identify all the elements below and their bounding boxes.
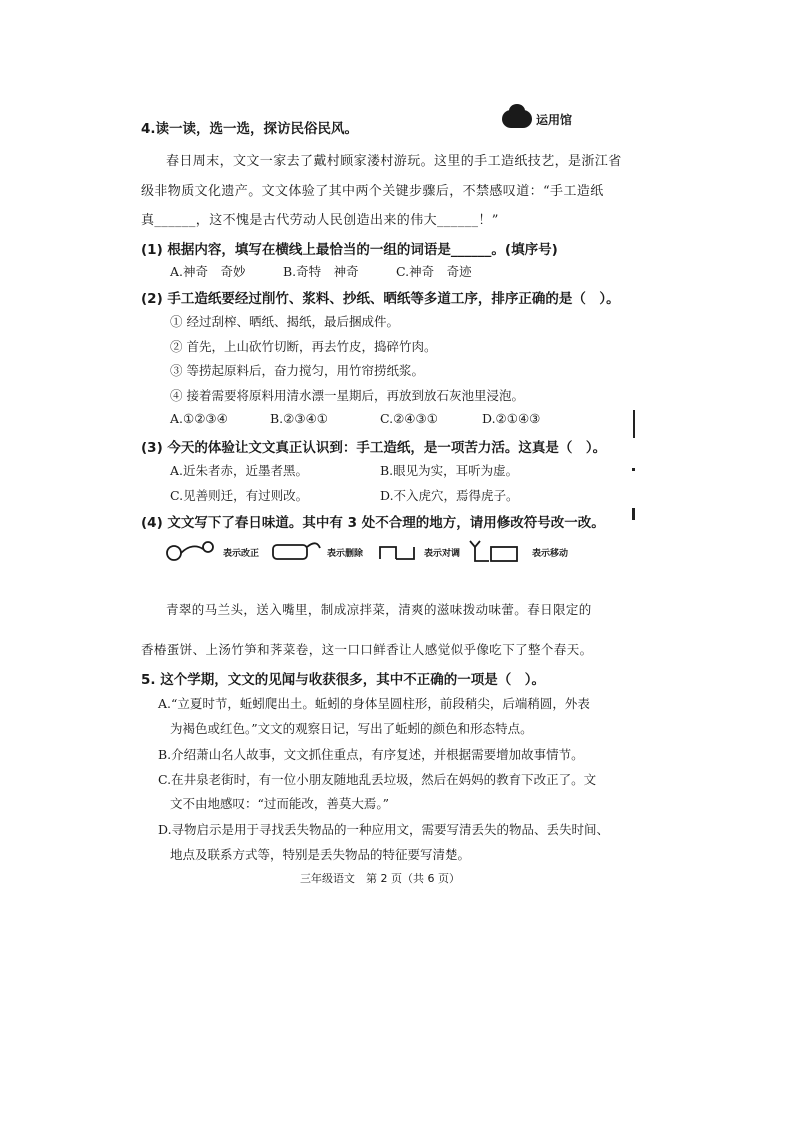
q4-sub2-option-a: A.①②③④ [170, 411, 228, 426]
q4-sub4-stem: (4) 文文写下了春日味道。其中有 3 处不合理的地方，请用修改符号改一改。 [141, 515, 605, 531]
q5-stem: 5. 这个学期，文文的见闻与收获很多，其中不正确的一项是（ ）。 [141, 672, 545, 688]
scan-mark [633, 410, 635, 438]
q4-title: 4.读一读，选一选，探访民俗民风。 [141, 121, 359, 137]
symbol-label-swap: 表示对调 [424, 549, 461, 559]
q4-sub3-stem: (3) 今天的体验让文文真正认识到：手工造纸，是一项苦力活。这真是（ ）。 [141, 440, 607, 456]
q4-sub3-option-d: D.不入虎穴，焉得虎子。 [380, 488, 519, 503]
q4-sub1-stem: (1) 根据内容，填写在横线上最恰当的一组的词语是______。(填序号) [141, 242, 558, 258]
q4-sub1-option-c: C.神奇 奇迹 [396, 264, 472, 279]
q5-option-c-line-2: 文不由地感叹：“过而能改，善莫大焉。” [170, 796, 390, 811]
q4-sub2-step-3: ③ 等捞起原料后，奋力搅匀，用竹帘捞纸浆。 [170, 363, 424, 378]
q4-sub1-option-b: B.奇特 神奇 [283, 264, 359, 279]
passage-line-2: 级非物质文化遗产。文文体验了其中两个关键步骤后，不禁感叹道：“手工造纸 [141, 184, 604, 199]
symbol-label-delete: 表示删除 [327, 549, 364, 559]
spring-text-line-2: 香椿蛋饼、上汤竹笋和荠菜卷，这一口口鲜香让人感觉似乎像吃下了整个春天。 [141, 642, 593, 657]
q4-sub2-step-1: ① 经过刮榨、晒纸、揭纸，最后捆成件。 [170, 314, 399, 329]
q4-sub2-option-c: C.②④③① [380, 411, 438, 426]
q4-sub3-option-b: B.眼见为实，耳听为虚。 [380, 463, 519, 478]
q4-sub2-step-2: ② 首先，上山砍竹切断，再去竹皮，捣碎竹肉。 [170, 339, 437, 354]
q4-sub3-option-c: C.见善则迁，有过则改。 [170, 488, 309, 503]
scan-mark [632, 508, 635, 520]
q5-option-b: B.介绍萧山名人故事，文文抓住重点，有序复述，并根据需要增加故事情节。 [158, 747, 584, 762]
swap-symbol-icon [378, 539, 418, 565]
q5-option-d-line-1: D.寻物启示是用于寻找丢失物品的一种应用文，需要写清丢失的物品、丢失时间、 [158, 822, 610, 837]
cloud-icon [502, 110, 532, 128]
q4-sub2-stem: (2) 手工造纸要经过削竹、浆料、抄纸、晒纸等多道工序，排序正确的是（ ）。 [141, 291, 620, 307]
q4-sub2-option-b: B.②③④① [270, 411, 328, 426]
passage-line-3: 真______，这不愧是古代劳动人民创造出来的伟大______！” [141, 213, 499, 228]
move-symbol-icon [467, 537, 523, 565]
spring-text-line-1: 青翠的马兰头，送入嘴里，制成凉拌菜，清爽的滋味拨动味蕾。春日限定的 [166, 602, 592, 617]
q5-option-d-line-2: 地点及联系方式等，特别是丢失物品的特征要写清楚。 [170, 847, 471, 862]
section-badge [502, 108, 588, 130]
correction-symbol-icon [163, 539, 217, 565]
q5-option-c-line-1: C.在井泉老街时，有一位小朋友随地乱丢垃圾，然后在妈妈的教育下改正了。文 [158, 772, 597, 787]
page-footer: 三年级语文 第 2 页（共 6 页） [300, 872, 460, 885]
q5-option-a-line-2: 为褐色或红色。”文文的观察日记，写出了蚯蚓的颜色和形态特点。 [170, 721, 533, 736]
q4-sub3-option-a: A.近朱者赤，近墨者黑。 [170, 463, 309, 478]
badge-label: 运用馆 [536, 113, 573, 127]
delete-symbol-icon [270, 539, 324, 565]
q5-option-a-line-1: A.“立夏时节，蚯蚓爬出土。蚯蚓的身体呈圆柱形，前段稍尖，后端稍圆，外表 [158, 696, 590, 711]
symbol-label-move: 表示移动 [532, 549, 569, 559]
scan-mark [632, 468, 635, 471]
passage-line-1: 春日周末，文文一家去了戴村顾家溇村游玩。这里的手工造纸技艺，是浙江省 [166, 154, 622, 169]
q4-sub2-option-d: D.②①④③ [482, 411, 541, 426]
q4-sub2-step-4: ④ 接着需要将原料用清水漂一星期后，再放到放石灰池里浸泡。 [170, 388, 524, 403]
q4-sub1-option-a: A.神奇 奇妙 [170, 264, 246, 279]
symbol-label-correct: 表示改正 [223, 549, 260, 559]
